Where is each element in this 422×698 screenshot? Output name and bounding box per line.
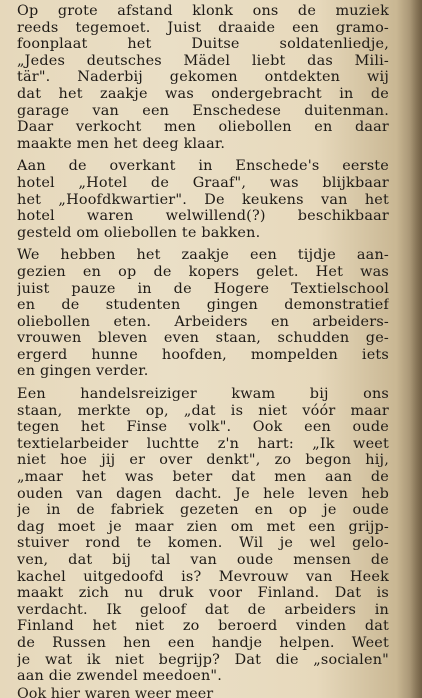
text-line: je in de fabriek gezeten en op je oude (17, 502, 389, 519)
text-line: staan, merkte op, „dat is niet vóór maar (17, 402, 389, 419)
text-line: „maar het was beter dat men aan de (17, 469, 389, 486)
text-line: ergerd hunne hoofden, mompelden iets (17, 346, 389, 363)
text-line: dag moet je maar zien om met een grijp- (17, 518, 389, 535)
text-line: stuiver rond te komen. Wil je wel gelo- (17, 535, 389, 552)
text-line: Een handelsreiziger kwam bij ons (17, 386, 389, 403)
text-line: juist pauze in de Hogere Textielschool (17, 280, 389, 297)
text-line: ouden van dagen dacht. Je hele leven heb (17, 485, 389, 502)
text-line: en de studenten gingen demonstratief (17, 297, 389, 314)
text-line: het „Hoofdkwartier". De keukens van het (17, 191, 389, 208)
text-line: je wat ik niet begrijp? Dat die „socialen" (17, 651, 389, 668)
text-line: kachel uitgedoofd is? Mevrouw van Heek (17, 568, 389, 585)
text-line: Aan de overkant in Enschede's eerste (17, 158, 389, 175)
article-paragraph (17, 3, 389, 152)
article-paragraph (17, 386, 389, 685)
text-line: vrouwen bleven even staan, schudden ge- (17, 330, 389, 347)
text-line: hotel „Hotel de Graaf", was blijkbaar (17, 174, 389, 191)
text-line: „Jedes deutsches Mädel liebt das Mili- (17, 52, 389, 69)
article-column (17, 3, 389, 691)
text-line: en gingen verder. (17, 363, 149, 380)
text-line: textielarbeider luchtte z'n hart: „Ik weet (17, 435, 389, 452)
text-line: Op grote afstand klonk ons de muziek (17, 3, 389, 19)
text-line: garage van een Enschedese duitenman. (17, 102, 389, 119)
article-paragraph (17, 247, 389, 380)
text-line: hotel waren welwillend(?) beschikbaar (17, 208, 389, 225)
text-line: Daar verkocht men oliebollen en daar (17, 119, 389, 136)
text-line: foonplaat het Duitse soldatenliedje, (17, 36, 389, 53)
text-line: oliebollen eten. Arbeiders en arbeiders- (17, 313, 389, 330)
text-line: gesteld om oliebollen te bakken. (17, 224, 261, 241)
page-fold-shadow (410, 0, 422, 698)
text-line: niet hoe jij er over denkt", zo begon hij, (17, 452, 389, 469)
text-line: aan die zwendel meedoen". (17, 668, 223, 685)
text-line: reeds tegemoet. Juist draaide een gramo- (17, 19, 389, 36)
text-line: We hebben het zaakje een tijdje aan- (17, 247, 389, 264)
text-line: maakte men het deeg klaar. (17, 135, 226, 152)
text-line: dat het zaakje was ondergebracht in de (17, 85, 389, 102)
text-line: ven, dat bij tal van oude mensen de (17, 552, 389, 568)
text-line: gezien en op de kopers gelet. Het was (17, 263, 389, 280)
text-line: de Russen hen een handje helpen. Weet (17, 634, 389, 651)
cutoff-line: Ook hier waren weer meer (17, 686, 214, 698)
text-line: tär". Naderbij gekomen ontdekten wij (17, 69, 389, 86)
text-line: Finland het niet zo beroerd vinden dat (17, 618, 389, 635)
text-line: verdacht. Ik geloof dat de arbeiders in (17, 601, 389, 618)
article-paragraph (17, 158, 389, 241)
text-line: maakt zich nu druk voor Finland. Dat is (17, 585, 389, 602)
text-line: tegen het Finse volk". Ook een oude (17, 419, 389, 436)
